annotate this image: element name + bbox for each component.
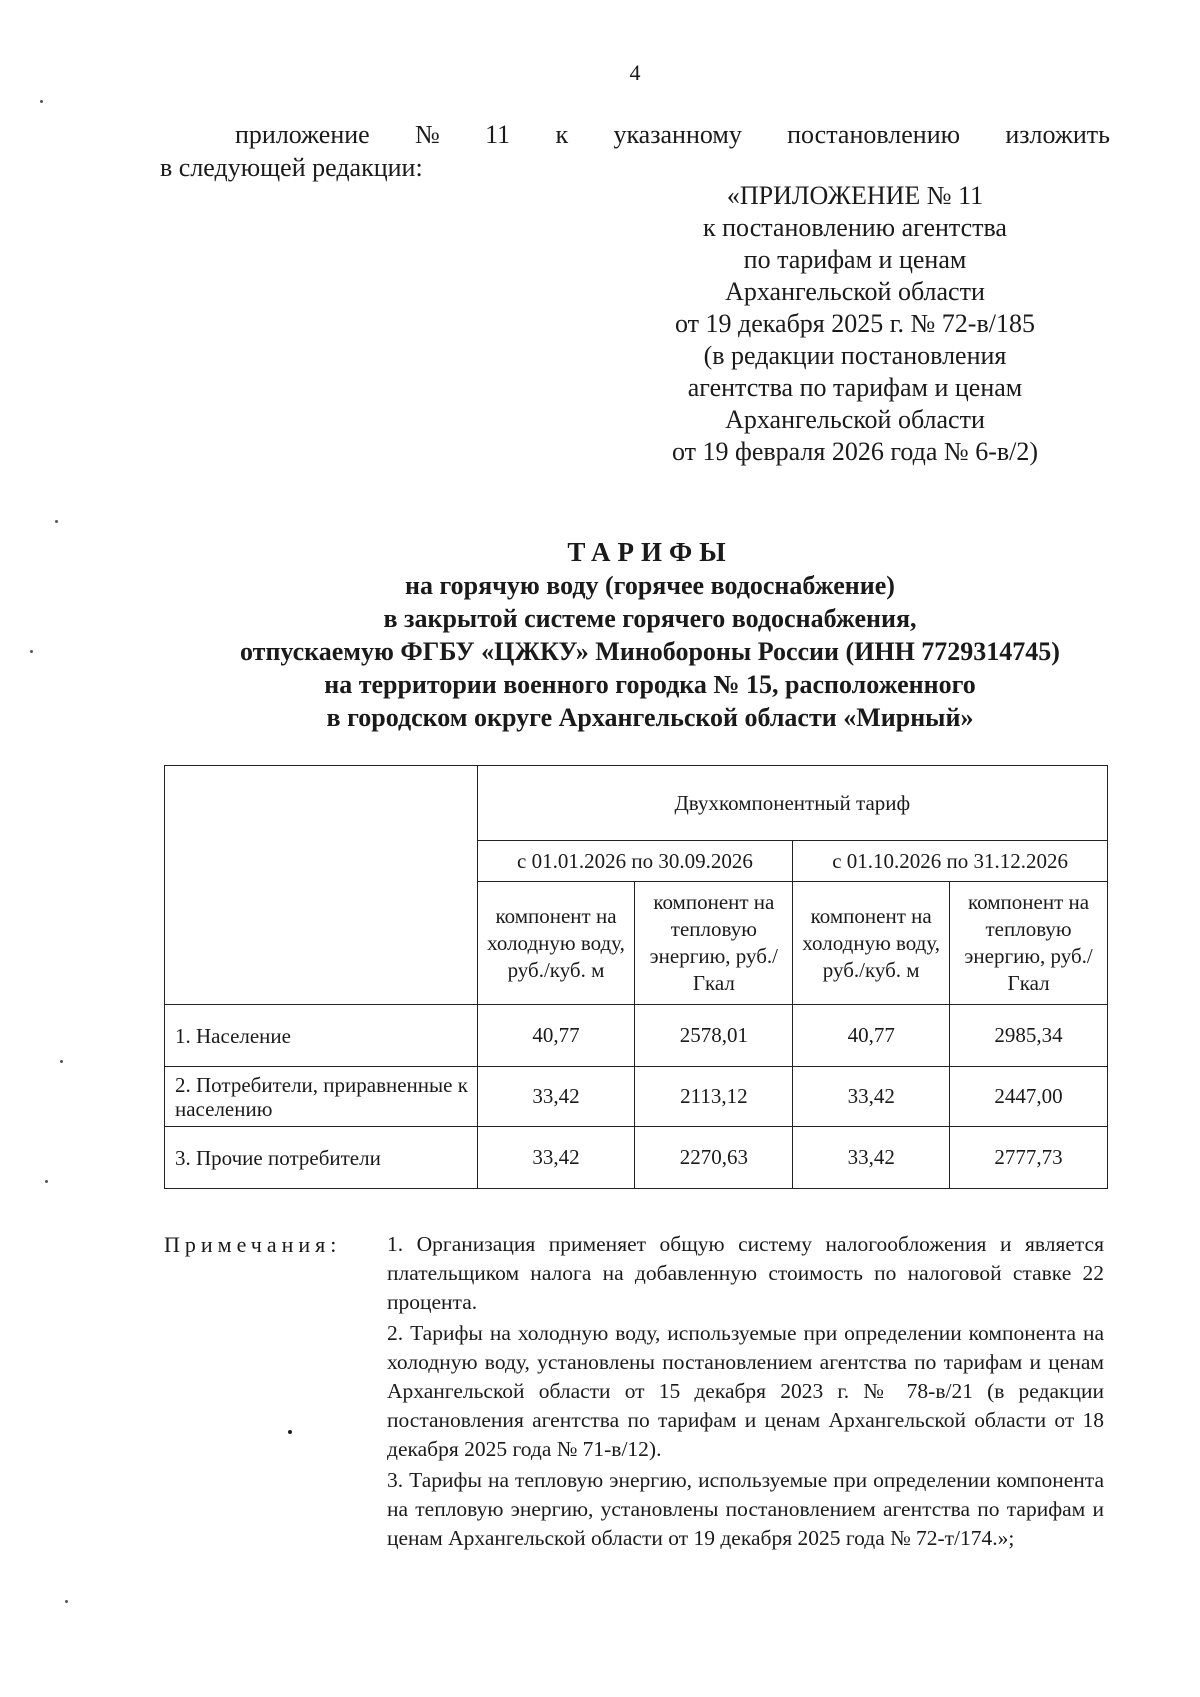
component-header: компонент на холодную воду, руб./куб. м xyxy=(793,882,950,1005)
notes-label: Примечания: xyxy=(164,1232,342,1257)
note-item: 1. Организация применяет общую систему налогообложения и является плательщиком налога на добавленную стоимость по налоговой ставке 22 процента. xyxy=(387,1232,1104,1314)
component-header: компонент на тепловую энергию, руб./Гкал xyxy=(950,882,1108,1005)
appendix-line: к постановлению агентства xyxy=(703,213,1007,242)
appendix-line: агентства по тарифам и ценам xyxy=(687,373,1023,402)
appendix-line: Архангельской области xyxy=(725,405,985,434)
table-cell: 2777,73 xyxy=(950,1127,1108,1189)
document-title-block xyxy=(100,536,1200,734)
subtitle-line: в закрытой системе горячего водоснабжения, xyxy=(383,604,917,633)
subtitle-line: на горячую воду (горячее водоснабжение) xyxy=(405,571,895,600)
table-cell: 2985,34 xyxy=(950,1005,1108,1067)
table-header-row xyxy=(165,766,1108,841)
tariff-type-header: Двухкомпонентный тариф xyxy=(477,766,1107,841)
appendix-line: от 19 февраля 2026 года № 6-в/2) xyxy=(671,437,1039,466)
table-cell: 2113,12 xyxy=(635,1067,793,1127)
note-item: 2. Тарифы на холодную воду, используемые при определении компонента на холодную воду, установлены постановлением агентства по тарифам и ценам Архангельской области от 15 декабря 2023 г. № 78-в/21 (в редакции постановления агентства по тарифам и ценам Архангельской области от 18 декабря 2025 года № 71-в/12). xyxy=(387,1321,1104,1461)
scan-speck xyxy=(40,100,43,103)
scan-speck xyxy=(65,1600,68,1603)
table-cell: 33,42 xyxy=(793,1127,950,1189)
component-header: компонент на тепловую энергию, руб./Гкал xyxy=(635,882,793,1005)
row-label: 2. Потребители, приравненные к населению xyxy=(165,1067,478,1127)
note-item: 3. Тарифы на тепловую энергию, используемые при определении компонента на тепловую энергию, установлены постановлением агентства по тарифам и ценам Архангельской области от 19 декабря 2025 года № 72-т/174.»; xyxy=(387,1468,1104,1550)
scan-speck xyxy=(45,1180,48,1183)
table-row xyxy=(165,1067,1108,1127)
empty-corner-cell xyxy=(165,766,478,1005)
intro-word: к xyxy=(555,120,569,149)
page-number: 4 xyxy=(629,60,641,85)
tariff-table xyxy=(164,765,1108,1189)
subtitle-line: отпускаемую ФГБУ «ЦЖКУ» Минобороны России (ИНН 7729314745) xyxy=(240,637,1060,666)
intro-paragraph xyxy=(160,118,1110,184)
scan-speck xyxy=(288,1430,292,1434)
appendix-header xyxy=(640,180,1070,468)
intro-word: приложение xyxy=(235,120,370,149)
intro-word: постановлению xyxy=(787,120,961,149)
intro-word: № xyxy=(415,120,440,149)
intro-word: изложить xyxy=(1005,120,1110,149)
period-header: с 01.01.2026 по 30.09.2026 xyxy=(477,841,793,882)
table-cell: 40,77 xyxy=(793,1005,950,1067)
table-cell: 40,77 xyxy=(477,1005,635,1067)
table-cell: 2447,00 xyxy=(950,1067,1108,1127)
intro-word: указанному xyxy=(613,120,742,149)
intro-line-2: в следующей редакции: xyxy=(160,153,423,182)
subtitle-line: на территории военного городка № 15, расположенного xyxy=(324,670,976,699)
component-header: компонент на холодную воду, руб./куб. м xyxy=(477,882,635,1005)
table-cell: 33,42 xyxy=(793,1067,950,1127)
notes-list xyxy=(387,1230,1104,1553)
scan-speck xyxy=(55,520,58,523)
table-cell: 2270,63 xyxy=(635,1127,793,1189)
table-row xyxy=(165,1127,1108,1189)
appendix-line: (в редакции постановления xyxy=(703,341,1007,370)
intro-word: 11 xyxy=(485,120,511,149)
period-header: с 01.10.2026 по 31.12.2026 xyxy=(793,841,1108,882)
appendix-line: по тарифам и ценам xyxy=(743,245,967,274)
table-cell: 33,42 xyxy=(477,1067,635,1127)
appendix-line: Архангельской области xyxy=(725,277,985,306)
appendix-line: от 19 декабря 2025 г. № 72-в/185 xyxy=(675,309,1035,338)
row-label: 1. Население xyxy=(165,1005,478,1067)
intro-line-1 xyxy=(160,118,1110,151)
appendix-line: «ПРИЛОЖЕНИЕ № 11 xyxy=(726,181,984,210)
scan-speck xyxy=(30,650,33,653)
row-label: 3. Прочие потребители xyxy=(165,1127,478,1189)
table-row xyxy=(165,1005,1108,1067)
table-cell: 33,42 xyxy=(477,1127,635,1189)
document-title: ТАРИФЫ xyxy=(567,537,733,567)
scan-speck xyxy=(60,1060,63,1063)
table-cell: 2578,01 xyxy=(635,1005,793,1067)
subtitle-line: в городском округе Архангельской области «Мирный» xyxy=(326,703,974,732)
